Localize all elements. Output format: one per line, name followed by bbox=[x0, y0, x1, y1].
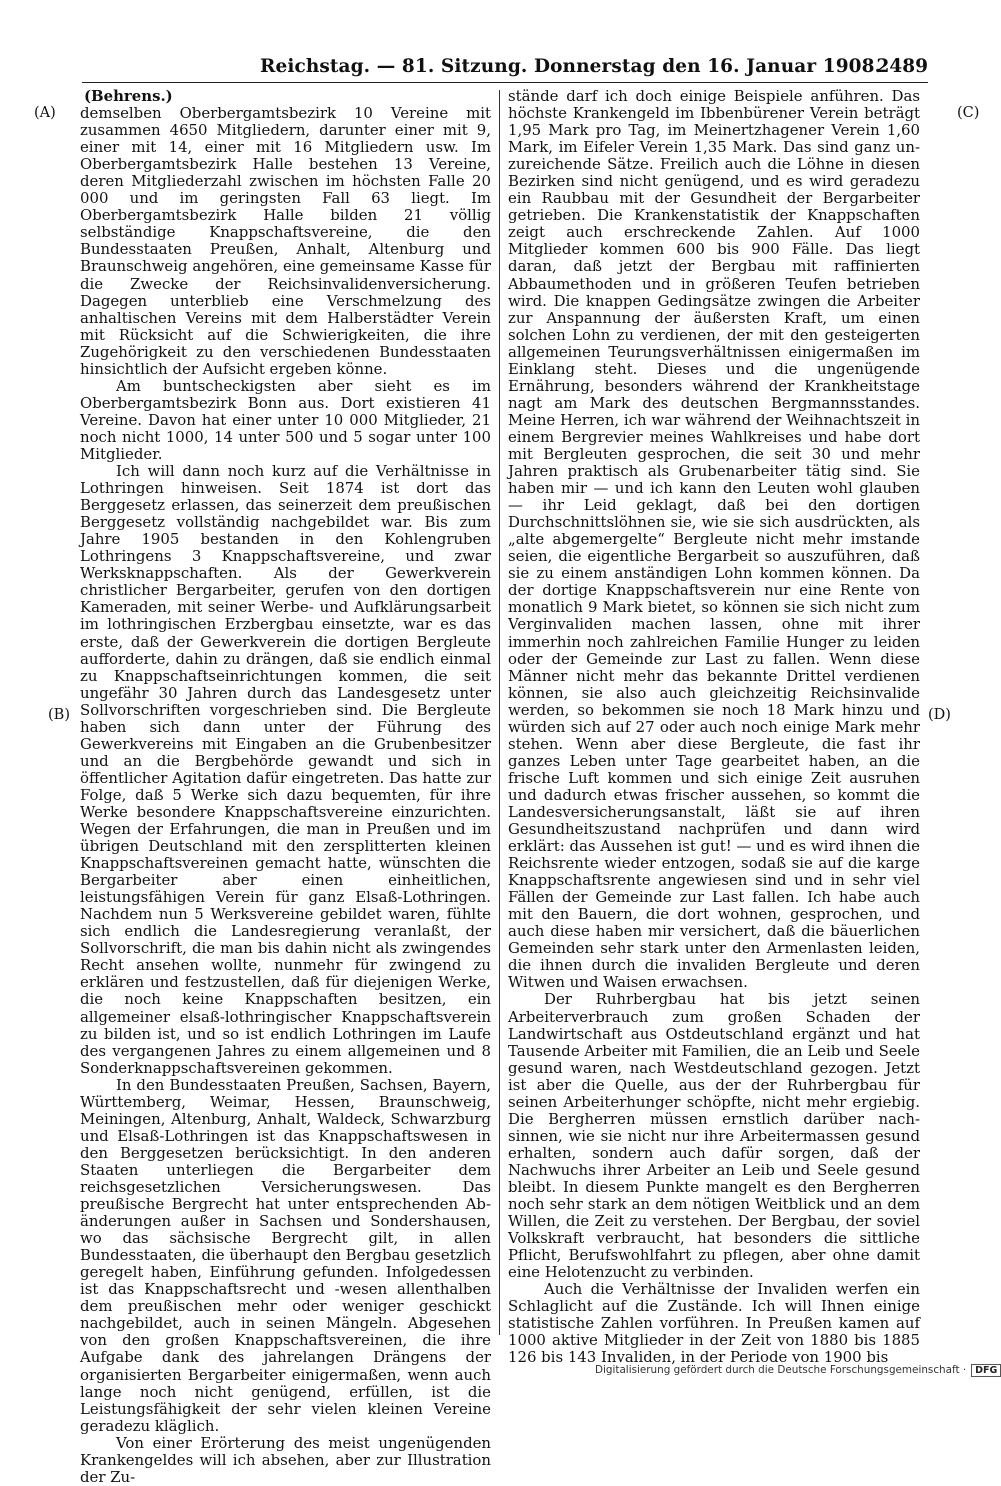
left-paragraph-4: In den Bundesstaaten Preußen, Sachsen, Bayern, Württemberg, Weimar, Hessen, Braunschweig, Meiningen, Altenburg, Anhalt, Waldeck, Schwarzburg und Elsaß-Lothringen ist das Knappschaftswesen in den Berggesetzen berücksichtigt. In den anderen Staaten unterliegen die Bergarbeiter dem reichsgesetzlichen Versicherungswesen. Das preußische Bergrecht hat unter entsprechenden Abänderungen außer in Sachsen und Sondershausen, wo das sächsische Bergrecht gilt, in allen Bundesstaaten, die überhaupt den Bergbau gesetzlich geregelt haben, Einführung gefunden. Infolgedessen ist das Knappschaftsrecht und -wesen allenthalben dem preußischen mehr oder weniger geschickt nachgebildet, auch in seinen Mängeln. Abgesehen von den großen Knappschaftsvereinen, die ihre Aufgabe dank des jahrelangen Drängens der organisierten Bergarbeiter einigermaßen, wenn auch lange noch nicht genügend, erfüllen, ist die Leistungsfähigkeit der sehr vielen kleinen Vereine geradezu kläglich. bbox=[80, 1075, 491, 1435]
margin-marker-c: (C) bbox=[957, 105, 980, 121]
right-paragraph-1: stände darf ich doch einige Beispiele anführen. Das höchste Krankengeld im Ibbenbürener Verein beträgt 1,95 Mark pro Tag, im Meinertzhagener Verein 1,60 Mark, im Eifeler Verein 1,35 Mark. Das sind ganz unzureichende Sätze. Freilich auch die Löhne in diesen Bezirken sind nicht genügend, und es wird geradezu ein Raubbau mit der Gesundheit der Bergarbeiter getrieben. Die Krankenstatistik der Knappschaften zeigt auch erschreckende Zahlen. Auf 1000 Mitglieder kommen 600 bis 900 Fälle. Das liegt daran, daß jetzt der Bergbau mit raffinierten Abbaumethoden und in größeren Teufen betrieben wird. Die knappen Gedingsätze zwingen die Arbeiter zur Anspannung der äußersten Kraft, um einen solchen Lohn zu verdienen, der mit den gesteigerten allgemeinen Teurungsverhältnissen einigermaßen im Einklang steht. Dieses und die ungenügende Ernährung, besonders während der Krankheitstage nagt am Mark des deutschen Bergmannsstandes. Meine Herren, ich war während der Weihnachtszeit in einem Bergrevier meines Wahlkreises und habe dort mit Bergleuten gesprochen, die seit 30 und mehr Jahren praktisch als Grubenarbeiter tätig sind. Sie haben mir — und ich kann den Leuten wohl glauben — ihr Leid geklagt, daß bei den dortigen Durchschnittslöhnen sie, wie sie sich ausdrückten, als „alte abgemergelte“ Bergleute nicht mehr imstande seien, die eigentliche Bergarbeit so auszuführen, daß sie zu einem anständigen Lohn kommen können. Da der dortige Knappschaftsverein nur eine Rente von monatlich 9 Mark bietet, so können sie sich nicht zum Verginvaliden machen lassen, ohne mit ihrer immerhin noch zahlreichen Familie Hunger zu leiden oder der Gemeinde zur Last zu fallen. Wenn diese Männer nicht mehr das bekannte Drittel verdienen können, sie also auch gleichzeitig Reichsinvalide werden, so bekommen sie noch 18 Mark hinzu und würden sich auf 27 oder auch noch einige Mark mehr stehen. Wenn aber diese Bergleute, die fast ihr ganzes Leben unter Tage gearbeitet haben, an die frische Luft kommen und sich einige Zeit ausruhen und dadurch etwas frischer aussehen, so kommt die Landesversicherungsanstalt, läßt sie auf ihren Gesundheitszustand nachprüfen und dann wird erklärt: das Aussehen ist gut! — und es wird ihnen die Reichsrente wieder entzogen, sodaß sie auf die karge Knappschaftsrente angewiesen sind und in sehr viel Fällen der Gemeinde zur Last fallen. Ich habe auch mit den Bauern, die dort wohnen, gesprochen, und auch diese haben mir versichert, daß die bäuerlichen Gemeinden sehr stark unter den Armenlasten leiden, die ihnen durch die invaliden Bergleute und deren Witwen und Waisen erwachsen. bbox=[508, 87, 920, 992]
margin-marker-b: (B) bbox=[48, 707, 70, 723]
left-column bbox=[80, 87, 491, 1486]
running-header bbox=[82, 56, 928, 80]
footer-credit bbox=[595, 1364, 998, 1378]
header-title: Reichstag. — 81. Sitzung. Donnerstag den 16. Januar 1908. bbox=[260, 56, 882, 77]
dfg-logo: DFG bbox=[971, 1364, 1001, 1377]
footer-text: Digitalisierung gefördert durch die Deutsche Forschungsgemeinschaft · bbox=[595, 1364, 967, 1376]
page-number: 2489 bbox=[876, 56, 928, 77]
right-column bbox=[508, 87, 920, 1367]
left-paragraph-1: demselben Oberbergamtsbezirk 10 Vereine mit zusammen 4650 Mitgliedern, darunter einer mit 9, einer mit 14, einer mit 16 Mitgliedern usw. Im Oberbergamtsbezirk Halle bestehen 13 Vereine, deren Mitgliederzahl zwischen im höchsten Falle 20 000 und im geringsten Fall 63 liegt. Im Oberbergamtsbezirk Halle bilden 21 völlig selbständige Knappschaftsvereine, die den Bundesstaaten Preußen, Anhalt, Altenburg und Braunschweig angehören, eine gemeinsame Kasse für die Zwecke der Reichsinvalidenversicherung. Dagegen unterblieb eine Verschmelzung des anhaltischen Vereins mit dem Halberstädter Verein mit Rücksicht auf die Schwierigkeiten, die ihre Zugehörigkeit zu den verschiedenen Bundesstaaten hinsichtlich der Aufsicht ergeben könne. bbox=[80, 104, 491, 378]
left-paragraph-2: Am buntscheckigsten aber sieht es im Oberbergamtsbezirk Bonn aus. Dort existieren 41 Vereine. Davon hat einer unter 10 000 Mitglieder, 21 noch nicht 1000, 14 unter 500 und 5 sogar unter 100 Mitglieder. bbox=[80, 376, 491, 463]
left-paragraph-3: Ich will dann noch kurz auf die Verhältnisse in Lothringen hinweisen. Seit 1874 ist dort das Berggesetz erlassen, das seinerzeit dem preußischen Berggesetz vollständig nachgebildet war. Bis zum Jahre 1905 bestanden in den Kohlengruben Lothringens 3 Knappschaftsvereine, und zwar Werksknappschaften. Als der Gewerkverein christlicher Bergarbeiter, gerufen von den dortigen Kameraden, mit seiner Werbe- und Aufklärungsarbeit im lothringischen Erzbergbau einsetzte, war es das erste, daß der Gewerkverein die dortigen Bergleute aufforderte, dahin zu drängen, daß sie endlich einmal zu Knappschaftseinrichtungen kommen, die seit ungefähr 30 Jahren durch das Landesgesetz unter Sollvorschriften vorgeschrieben sind. Die Bergleute haben sich dann unter der Führung des Gewerkvereins mit Eingaben an die Grubenbesitzer und an die Bergbehörde gewandt und sich in öffentlicher Agitation dafür eingetreten. Das hatte zur Folge, daß 5 Werke sich dazu bequemten, für ihre Werke besondere Knappschaftsvereine einzurichten. Wegen der Erfahrungen, die man in Preußen und im übrigen Deutschland mit den zersplitterten kleinen Knappschaftsvereinen gemacht hatte, wünschten die Bergarbeiter aber einen einheitlichen, leistungsfähigen Verein für ganz Elsaß-Lothringen. Nachdem nun 5 Werksvereine gebildet waren, fühlte sich endlich die Landesregierung veranlaßt, der Sollvorschrift, die man bis dahin nicht als zwingendes Recht ansehen wollte, nunmehr für zwingend zu erklären und festzustellen, daß für diejenigen Werke, die noch keine Knappschaften besitzen, ein allgemeiner elsaß-lothringischer Knappschaftsverein zu bilden ist, und so ist endlich Lothringen im Laufe des vergangenen Jahres zu einem allgemeinen und 8 Sonderknappschaftsvereinen gekommen. bbox=[80, 462, 491, 1077]
margin-marker-a: (A) bbox=[34, 105, 56, 121]
left-paragraph-5: Von einer Erörterung des meist ungenügenden Krankengeldes will ich absehen, aber zur Illustration der Zu- bbox=[80, 1433, 491, 1486]
header-rule bbox=[82, 82, 928, 83]
right-paragraph-2: Der Ruhrbergbau hat bis jetzt seinen Arbeiterverbrauch zum großen Schaden der Landwirtschaft aus Ostdeutschland ergänzt und hat Tausende Arbeiter mit Familien, die an Leib und Seele gesund waren, nach Westdeutschland gezogen. Jetzt ist aber die Quelle, aus der der Ruhrbergbau für seinen Arbeiterhunger schöpfte, nicht mehr ergiebig. Die Bergherren müssen ernstlich darüber nachsinnen, wie sie nicht nur ihre Arbeitermassen gesund erhalten, sondern auch dafür sorgen, daß der Nachwuchs ihrer Arbeiter an Leib und Seele gesund bleibt. In diesem Punkte mangelt es den Bergherren noch sehr stark an dem nötigen Weitblick und an dem Willen, die Zeit zu verstehen. Der Bergbau, der soviel Volkskraft verbraucht, hat besonders die sittliche Pflicht, Berufswohlfahrt zu pflegen, aber ohne damit eine Helotenzucht zu verbinden. bbox=[508, 990, 920, 1282]
margin-marker-d: (D) bbox=[928, 707, 951, 723]
column-divider bbox=[499, 90, 500, 1335]
speaker-name: (Behrens.) bbox=[84, 87, 173, 105]
right-paragraph-3: Auch die Verhältnisse der Invaliden werfen ein Schlaglicht auf die Zustände. Ich will Ihnen einige statistische Zahlen vorführen. In Preußen kamen auf 1000 aktive Mitglieder in der Zeit von 1880 bis 1885 126 bis 143 Invaliden, in der Periode von 1900 bis bbox=[508, 1280, 920, 1367]
